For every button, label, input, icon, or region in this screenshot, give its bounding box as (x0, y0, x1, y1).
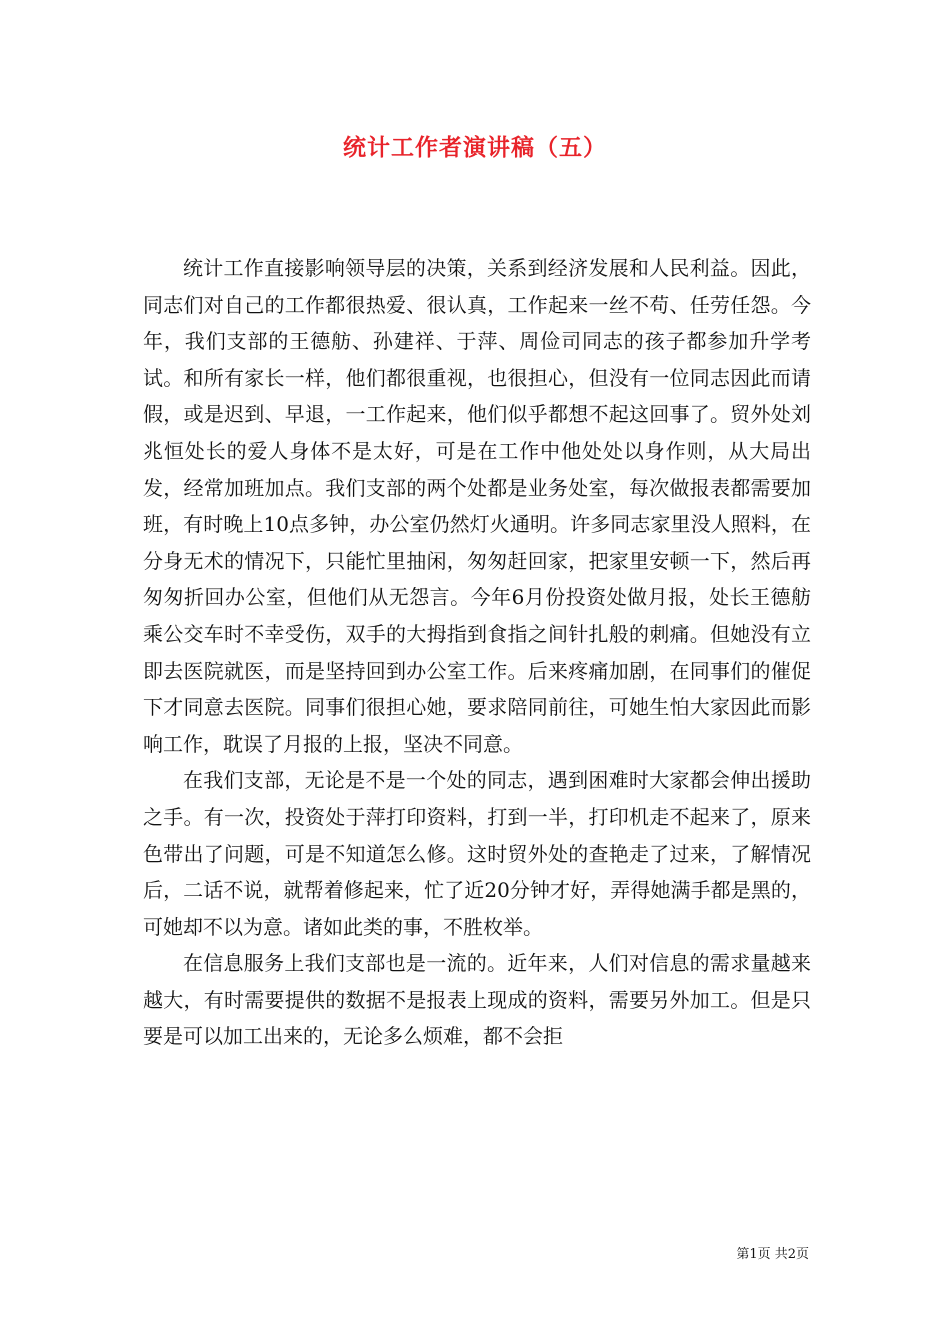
paragraph: 统计工作直接影响领导层的决策，关系到经济发展和人民利益。因此，同志们对自己的工作都很热爱、很认真，工作起来一丝不苟、任劳任怨。今年，我们支部的王德舫、孙建祥、于萍、周俭司同志的孩子都参加升学考试。和所有家长一样，他们都很重视，也很担心，但没有一位同志因此而请假，或是迟到、早退，一工作起来，他们似乎都想不起这回事了。贸外处刘兆恒处长的爱人身体不是太好，可是在工作中他处处以身作则，从大局出发，经常加班加点。我们支部的两个处都是业务处室，每次做报表都需要加班，有时晚上10点多钟，办公室仍然灯火通明。许多同志家里没人照料，在分身无术的情况下，只能忙里抽闲，匆匆赶回家，把家里安顿一下，然后再匆匆折回办公室，但他们从无怨言。今年6月份投资处做月报，处长王德舫乘公交车时不幸受伤，双手的大拇指到食指之间针扎般的刺痛。但她没有立即去医院就医，而是坚持回到办公室工作。后来疼痛加剧，在同事们的催促下才同意去医院。同事们很担心她，要求陪同前往，可她生怕大家因此而影响工作，耽误了月报的上报，坚决不同意。 (143, 256, 811, 756)
document-body (143, 250, 811, 1055)
paragraph: 在信息服务上我们支部也是一流的。近年来，人们对信息的需求量越来越大，有时需要提供的数据不是报表上现成的资料，需要另外加工。但是只要是可以加工出来的，无论多么烦难，都不会拒 (143, 951, 811, 1049)
page-number-footer: 第1页 共2页 (736, 1247, 809, 1262)
paragraph: 在我们支部，无论是不是一个处的同志，遇到困难时大家都会伸出援助之手。有一次，投资处于萍打印资料，打到一半，打印机走不起来了，原来色带出了问题，可是不知道怎么修。这时贸外处的查艳走了过来，了解情况后，二话不说，就帮着修起来，忙了近20分钟才好，弄得她满手都是黑的，可她却不以为意。诸如此类的事，不胜枚举。 (143, 768, 811, 939)
page-title: 统计工作者演讲稿（五） (343, 134, 607, 161)
